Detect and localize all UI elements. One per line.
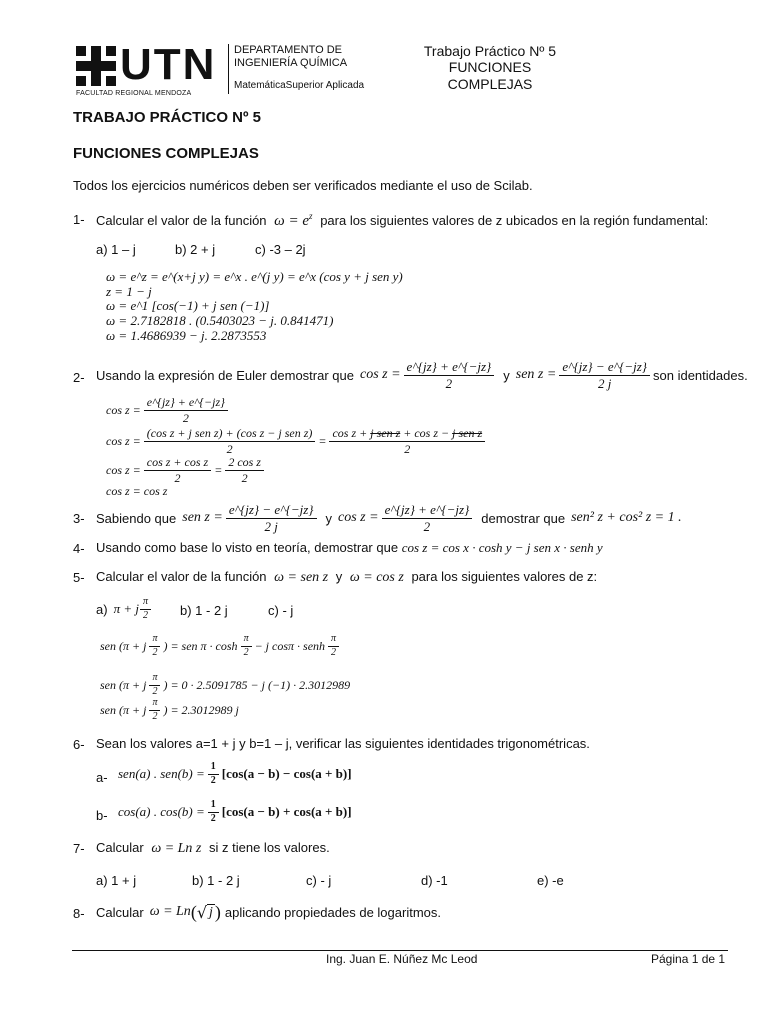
ex3-sen-fraction (226, 503, 317, 533)
ex5-w3-frac-num: π (149, 698, 160, 711)
ex2-w3-fraction (144, 456, 211, 484)
ex6-b-lhs: cos(a) . cos(b) = (118, 804, 205, 819)
ex5-option-b: b) 1 - 2 j (180, 603, 228, 618)
ex2-w3-den: 2 (174, 470, 181, 485)
ex7-text-b: si z tiene los valores. (209, 840, 330, 855)
ex3-statement (96, 498, 682, 538)
ex5-w2-frac (149, 673, 160, 697)
ex3-cos-lhs: cos z = (338, 510, 379, 525)
ex1-statement (96, 211, 708, 230)
ex2-w1-num: e^{jz} + e^{−jz} (144, 396, 228, 411)
ex1-work-5: ω = 1.4686939 − j. 2.2873553 (106, 328, 267, 343)
ex3-text-b: demostrar que (481, 510, 566, 526)
ex3-cos-fraction (382, 503, 473, 533)
ex5-statement (96, 569, 597, 586)
ex6-b-formula (118, 800, 352, 824)
ex5-option-a-den: 2 (142, 609, 148, 621)
ex8-sqrt-arg: j (209, 904, 213, 920)
ex8-number: 8- (73, 906, 85, 921)
ex1-number: 1- (73, 212, 85, 227)
ex1-formula-sup: z (309, 211, 313, 221)
ex6-a-label: a- (96, 770, 108, 785)
ex2-w2-den: 2 (226, 441, 233, 456)
ex5-f1: ω = sen z (274, 570, 329, 585)
ex8-text-b: aplicando propiedades de logaritmos. (224, 904, 441, 920)
ex5-work-line-3 (100, 698, 239, 722)
ex6-b-half-num: 1 (208, 800, 219, 813)
ex3-cos-den: 2 (423, 518, 431, 534)
dept-line-1: DEPARTAMENTO DE (234, 44, 342, 56)
ex3-y: y (325, 510, 333, 526)
ex5-work-line-2 (100, 673, 350, 697)
ex2-w2-num2-a: cos z + (332, 426, 368, 440)
ex5-y: y (335, 569, 343, 584)
ex1-option-a: a) 1 – j (96, 242, 136, 257)
ex5-w2-frac-den: 2 (152, 685, 158, 697)
ex2-sen-den: 2 j (597, 375, 612, 391)
header-title-1: Trabajo Práctico Nº 5 (423, 43, 557, 59)
ex7-formula: ω = Ln z (151, 841, 202, 856)
ex2-w2-num2 (329, 427, 485, 442)
ex2-w3-lhs: cos z = (106, 462, 141, 477)
ex6-a-half-den: 2 (210, 774, 216, 786)
footer-rule (72, 950, 728, 951)
ex1-text-a: Calcular el valor de la función (96, 213, 267, 228)
ex2-w3-den2: 2 (241, 470, 248, 485)
ex2-cos-fraction (404, 360, 495, 390)
ex2-w2-num2-b: j sen z (370, 426, 401, 440)
ex4-text: Usando como base lo visto en teoría, demostrar que (96, 540, 399, 555)
ex5-w1-rhs: − j cosπ · senh (254, 638, 326, 653)
ex8-paren-open: ( (190, 901, 197, 922)
ex1-formula-base: ω = e (274, 213, 310, 229)
ex5-w3-frac (149, 698, 160, 722)
header-title-3: COMPLEJAS (447, 76, 533, 92)
ex5-work-line-1 (100, 634, 342, 658)
ex6-statement: Sean los valores a=1 + j y b=1 – j, verificar las siguientes identidades trigonométricas. (96, 736, 590, 751)
ex1-work-1: ω = e^z = e^(x+j y) = e^x . e^(j y) = e^x (cos y + j sen y) (106, 269, 403, 284)
ex5-w1-frac-2-den: 2 (243, 646, 249, 658)
ex3-sen-num: e^{jz} − e^{−jz} (226, 503, 317, 519)
ex5-w2-rhs: ) = 0 · 2.5091785 − j (−1) · 2.3012989 (163, 677, 351, 692)
ex6-number: 6- (73, 737, 85, 752)
ex5-w1-frac-3 (328, 634, 339, 658)
ex7-text-a: Calcular (96, 840, 144, 855)
ex1-work-4: ω = 2.7182818 . (0.5403023 − j. 0.841471) (106, 313, 334, 328)
ex5-w1-lhs-a: sen (π + j (100, 638, 147, 653)
ex6-a-lhs: sen(a) . sen(b) = (118, 766, 205, 781)
header-divider (228, 44, 229, 94)
ex6-a-half-num: 1 (208, 762, 219, 775)
ex5-w3-lhs: sen (π + j (100, 702, 147, 717)
ex5-w1-frac-1-num: π (149, 634, 160, 647)
ex4-number: 4- (73, 541, 85, 556)
ex2-work-line-1 (106, 396, 231, 424)
ex5-number: 5- (73, 570, 85, 585)
ex2-cos-num: e^{jz} + e^{−jz} (404, 360, 495, 376)
ex1-text-b: para los siguientes valores de z ubicados en la región fundamental: (320, 213, 709, 228)
utn-emblem-icon (76, 46, 116, 86)
ex1-formula (274, 213, 312, 229)
ex1-work-2: z = 1 − j (106, 284, 152, 299)
ex6-a-formula (118, 762, 352, 786)
ex7-option-e: e) -e (537, 873, 564, 888)
ex3-number: 3- (73, 511, 85, 526)
ex5-w1-frac-3-num: π (328, 634, 339, 647)
ex7-option-a: a) 1 + j (96, 873, 137, 888)
ex1-option-b: b) 2 + j (175, 242, 216, 257)
ex5-option-a-fraction (140, 597, 151, 621)
ex2-text-a: Usando la expresión de Euler demostrar que (96, 367, 354, 383)
ex5-option-a-expr: π + j (113, 601, 139, 616)
ex7-option-b: b) 1 - 2 j (192, 873, 240, 888)
ex2-w2-lhs: cos z = (106, 433, 141, 448)
ex5-option-c: c) - j (268, 603, 294, 618)
ex1-option-c: c) -3 – 2j (255, 242, 306, 257)
ex7-number: 7- (73, 841, 85, 856)
ex5-w1-frac-2 (241, 634, 252, 658)
dept-line-3: MatemáticaSuperior Aplicada (234, 80, 365, 91)
ex3-sen-den: 2 j (264, 518, 278, 534)
ex5-text-b: para los siguientes valores de z: (411, 569, 598, 584)
ex2-w2-num2-d: j sen z (452, 426, 483, 440)
ex5-w2-lhs: sen (π + j (100, 677, 147, 692)
intro-text: Todos los ejercicios numéricos deben ser verificados mediante el uso de Scilab. (73, 178, 533, 193)
ex2-w3-num2: 2 cos z (225, 456, 264, 471)
doc-heading-1: TRABAJO PRÁCTICO Nº 5 (73, 109, 261, 126)
ex2-w2-num: (cos z + j sen z) + (cos z − j sen z) (144, 427, 316, 442)
ex2-y: y (503, 367, 510, 383)
ex5-w1-frac-2-num: π (241, 634, 252, 647)
ex5-w1-lhs-b: ) = sen π · cosh (163, 638, 238, 653)
ex2-w2-num2-c: + cos z − (403, 426, 450, 440)
ex2-statement (96, 355, 748, 395)
ex8-statement (96, 900, 441, 924)
ex2-cos-den: 2 (445, 375, 453, 391)
ex3-sen-lhs: sen z = (182, 510, 223, 525)
ex5-f2: ω = cos z (349, 570, 404, 585)
ex5-w3-frac-den: 2 (152, 710, 158, 722)
ex8-formula-a: ω = Ln (149, 904, 191, 919)
page-header (72, 40, 712, 100)
ex5-option-a-num: π (140, 597, 151, 610)
ex3-identity: sen² z + cos² z = 1 . (571, 510, 682, 525)
ex6-b-half (208, 800, 219, 824)
ex5-w2-frac-num: π (149, 673, 160, 686)
ex2-number: 2- (73, 370, 85, 385)
ex3-text-a: Sabiendo que (96, 510, 177, 526)
ex8-paren-close: ) (214, 901, 221, 922)
ex2-sen-fraction (559, 360, 650, 390)
ex2-w1-fraction (144, 396, 228, 424)
ex2-text-b: son identidades. (653, 367, 748, 383)
ex2-w3-fraction-2 (225, 456, 264, 484)
dept-line-2: INGENIERÍA QUÍMICA (234, 57, 348, 69)
ex2-w2-fraction-2 (329, 427, 485, 455)
ex5-w1-frac-1 (149, 634, 160, 658)
ex6-a-rhs: [cos(a − b) − cos(a + b)] (221, 766, 352, 781)
footer-author: Ing. Juan E. Núñez Mc Leod (326, 952, 478, 966)
ex2-w1-den: 2 (182, 410, 189, 425)
ex6-b-label: b- (96, 808, 108, 823)
ex2-work-line-2 (106, 427, 488, 455)
ex4-formula: cos z = cos x · cosh y − j sen x · senh y (401, 540, 603, 555)
ex5-text-a: Calcular el valor de la función (96, 569, 267, 584)
doc-heading-2: FUNCIONES COMPLEJAS (73, 145, 259, 162)
ex7-statement (96, 840, 330, 857)
ex4-statement (96, 540, 603, 556)
ex8-text-a: Calcular (96, 904, 144, 920)
ex2-w3-eq: = (214, 462, 223, 477)
ex2-w2-den2: 2 (404, 441, 411, 456)
ex2-sen-num: e^{jz} − e^{−jz} (559, 360, 650, 376)
ex6-a-half (208, 762, 219, 786)
ex2-w1-lhs: cos z = (106, 402, 141, 417)
ex2-w2-eq: = (318, 433, 327, 448)
header-title-2: FUNCIONES (448, 59, 532, 75)
ex2-work-line-3 (106, 456, 267, 484)
ex8-sqrt-icon: √ (196, 902, 208, 922)
utn-logo-text: UTN (120, 40, 217, 89)
ex5-w3-rhs: ) = 2.3012989 j (163, 702, 239, 717)
ex2-w3-num: cos z + cos z (144, 456, 211, 471)
ex5-w1-frac-1-den: 2 (152, 646, 158, 658)
ex6-b-half-den: 2 (210, 812, 216, 824)
faculty-name: FACULTAD REGIONAL MENDOZA (76, 90, 192, 97)
ex2-sen-lhs: sen z = (515, 367, 557, 382)
ex1-work-3: ω = e^1 [cos(−1) + j sen (−1)] (106, 298, 270, 313)
ex2-w2-fraction (144, 427, 316, 455)
ex5-option-a-label: a) (96, 601, 108, 617)
ex6-b-rhs: [cos(a − b) + cos(a + b)] (221, 804, 352, 819)
ex2-cos-lhs: cos z = (359, 367, 401, 382)
ex2-work-line-4: cos z = cos z (106, 484, 168, 498)
ex7-option-d: d) -1 (421, 873, 448, 888)
footer-page: Página 1 de 1 (651, 952, 726, 966)
ex3-cos-num: e^{jz} + e^{−jz} (382, 503, 473, 519)
ex5-option-a (96, 597, 152, 621)
ex7-option-c: c) - j (306, 873, 332, 888)
ex5-w1-frac-3-den: 2 (331, 646, 337, 658)
